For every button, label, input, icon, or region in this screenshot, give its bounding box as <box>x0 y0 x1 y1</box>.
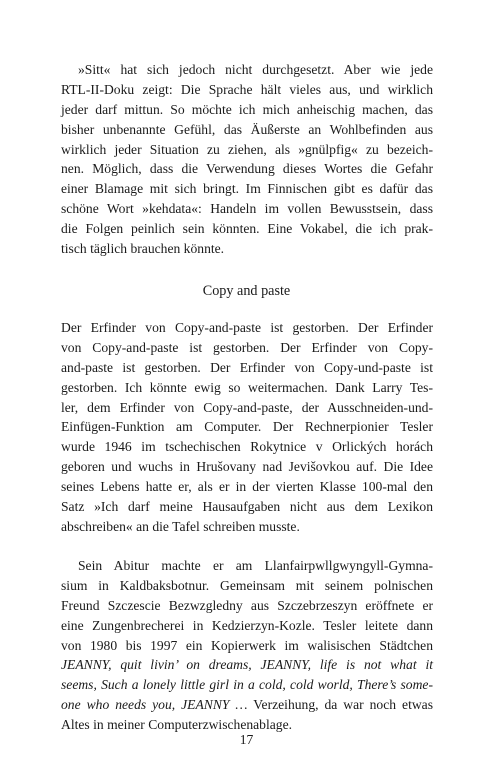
text-line: eine Zungenbrecherei in Kedzierzyn-Kozle. Tesler leitete dann <box>61 617 433 633</box>
text-line: die Folgen peinlich sein könnten. Eine Vokabel, die ich prak- <box>61 221 433 237</box>
text-line: Sein Abitur machte er am Llanfairpwllgwyngyll-Gymna- <box>78 558 433 573</box>
text-line: von 1980 bis 1997 ein Kopierwerk im walisischen Städtchen <box>61 637 433 653</box>
italic-lyrics: one who needs you, JEANNY … <box>61 697 248 713</box>
text-line: einer Blamage mit sich bringt. Im Finnischen gibt es dafür das <box>61 181 433 197</box>
text-line: Der Erfinder von Copy-and-paste ist gestorben. Der Erfinder <box>61 320 433 335</box>
text-line: Freund Szczescie Bezwzgledny aus Szczebrzeszyn eröffnete er <box>61 597 433 613</box>
italic-lyrics: JEANNY, quit livin’ on dreams, JEANNY, life is not what it <box>61 657 433 673</box>
text-line: »Sitt« hat sich jedoch nicht durchgesetzt. Aber wie jede <box>78 62 433 77</box>
text-line: geboren und wuchs in Hrušovany nad Jevišovkou auf. Die Idee <box>61 459 433 475</box>
text-line: abschreiben« an die Tafel schreiben musste. <box>61 518 300 534</box>
text-line: Altes in meiner Computerzwischenablage. <box>61 717 293 733</box>
text-line <box>61 655 433 675</box>
text-line: seines Lebens hatte er, als er in der vierten Klasse 100-mal den <box>61 479 433 495</box>
text-line: gestorben. Ich könnte ewig so weitermachen. Dank Larry Tes- <box>61 379 433 395</box>
text-line: and-paste ist gestorben. Der Erfinder von Copy-und-paste ist <box>61 359 433 375</box>
text-line: RTL-II-Doku zeigt: Die Sprache hält vieles aus, und wirklich <box>61 81 433 97</box>
text-line <box>61 675 433 695</box>
text-line: sium in Kaldbaksbotnur. Gemeinsam mit seinem polnischen <box>61 577 433 593</box>
text-line: Einfügen-Funktion am Computer. Der Rechnerpionier Tesler <box>61 419 433 435</box>
text-line: ler, dem Erfinder von Copy-and-paste, der Ausschneiden-und- <box>61 399 433 415</box>
text-fragment: Verzeihung, da war noch etwas <box>247 697 433 713</box>
page-number: 17 <box>239 732 254 747</box>
text-line: tisch täglich brauchen könnte. <box>61 241 225 257</box>
text-line: schöne Wort »kehdata«: Handeln im vollen Bewusstsein, dass <box>61 201 433 217</box>
paragraph-2 <box>61 318 433 537</box>
text-line: nen. Möglich, dass die Verwendung dieses Wortes die Gefahr <box>61 161 433 177</box>
text-line: jeder darf mittun. So möchte ich mich anheischig machen, das <box>61 101 433 117</box>
text-line: wirklich jeder Situation zu ziehen, als »gnülpfig« zu bezeich- <box>61 141 433 157</box>
paragraph-3 <box>61 556 433 735</box>
text-line: bisher unbenannte Gefühl, das Äußerste an Wohlbefinden aus <box>61 121 433 137</box>
section-heading: Copy and paste <box>202 283 291 299</box>
text-line <box>61 695 433 715</box>
text-line: wurde 1946 im tschechischen Rokytnice v Orlických horách <box>61 439 433 455</box>
text-line: Satz »Ich darf meine Hausaufgaben nicht aus dem Lexikon <box>61 499 433 515</box>
text-line: von Copy-and-paste ist gestorben. Der Erfinder von Copy- <box>61 339 433 355</box>
paragraph-1 <box>61 60 433 259</box>
italic-lyrics: seems, Such a lonely little girl in a cold, cold world, There’s some- <box>61 677 433 693</box>
